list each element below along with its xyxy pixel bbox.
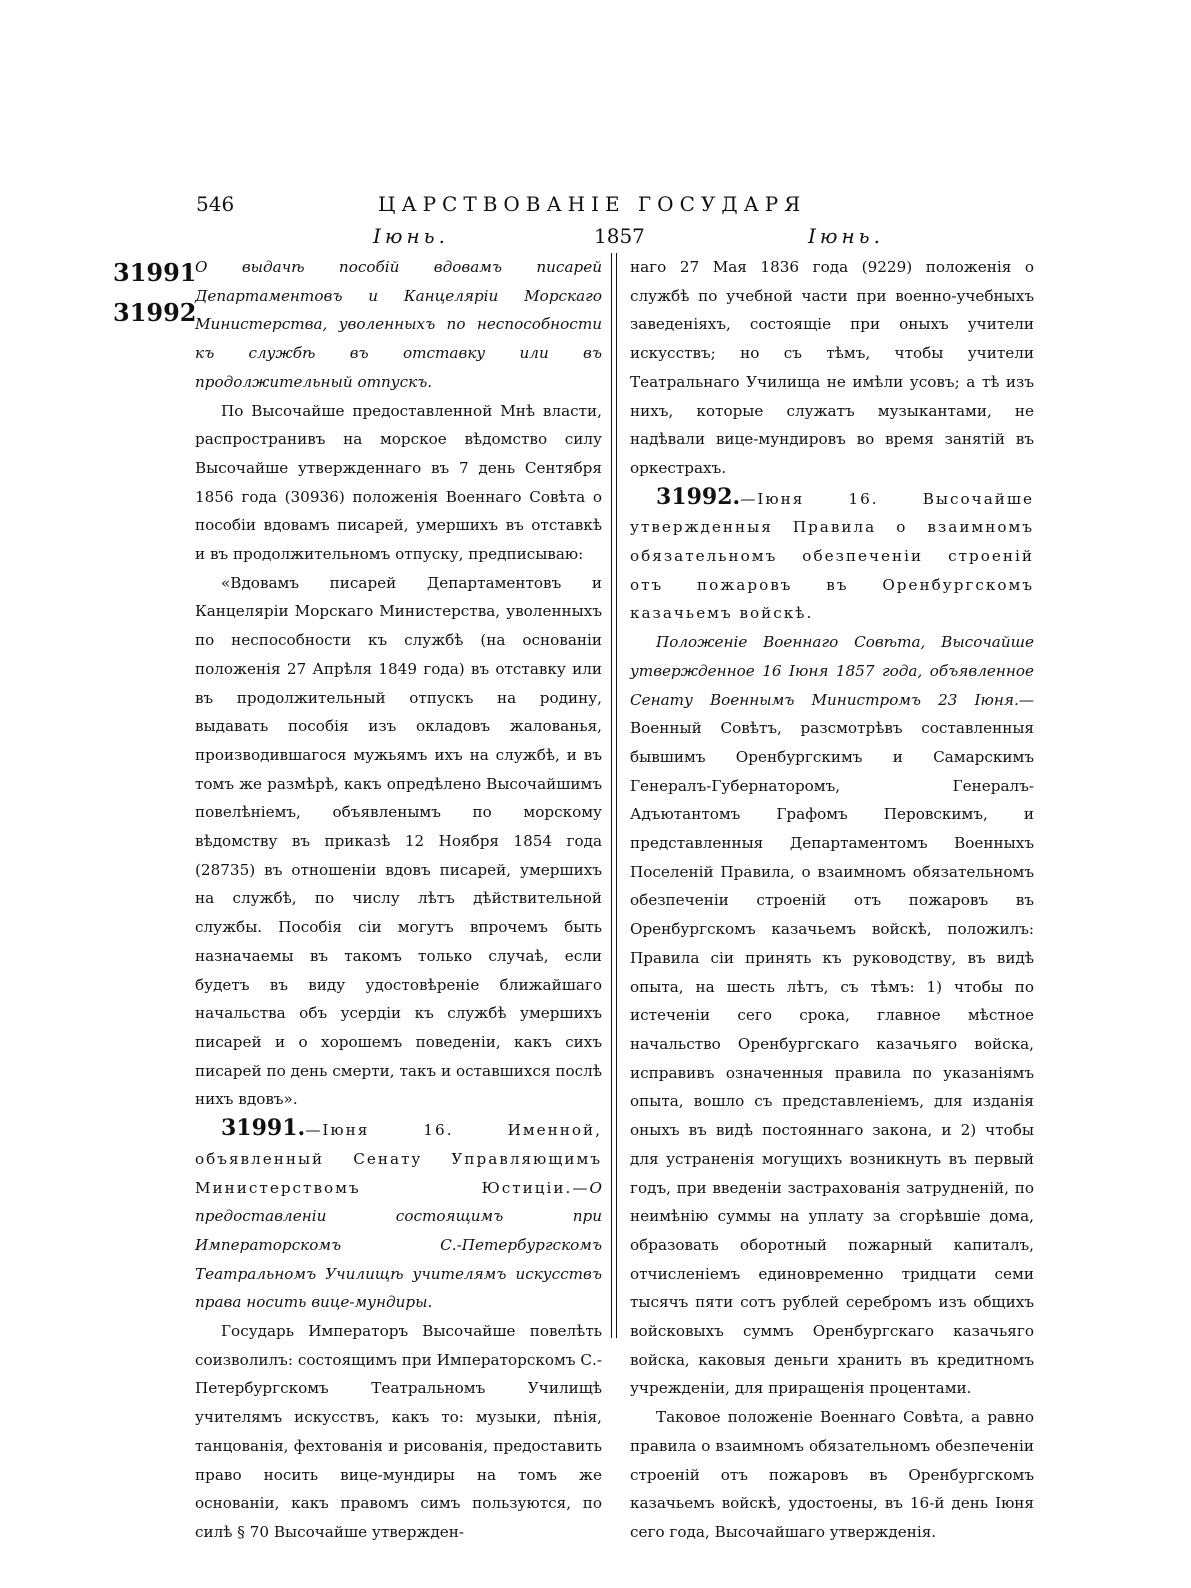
entry-head: —Іюня 16. Высочайше утвержденныя Правила о взаимномъ обязательномъ обезпеченіи строеній отъ пожаровъ въ Оренбургскомъ казачьемъ войскѣ. [630,489,1034,623]
paragraph: Таковое положеніе Военнаго Совѣта, а равно правила о взаимномъ обязательномъ обезпеченіи строеній отъ пожаровъ въ Оренбургскомъ казачьемъ войскѣ, удостоены, въ 16-й день Іюня сего года, Высочайшаго утвержденія. [630,1408,1034,1541]
month-right: Іюнь. [808,224,884,248]
margin-entry-numbers [113,253,197,333]
page-number: 546 [196,192,235,216]
paragraph [630,628,1034,1403]
paragraph: По Высочайше предоставленной Мнѣ власти, распространивъ на морское вѣдомство силу Высочайше утвержденнаго въ 7 день Сентября 1856 года (30936) положенія Военнаго Совѣта о пособіи вдовамъ писарей, умершихъ въ отставкѣ и въ продолжительномъ отпуску, предписываю: [195,401,602,564]
resolution-text: —Военный Совѣтъ, разсмотрѣвъ составленныя бывшимъ Оренбургскимъ и Самарскимъ Генералъ-Губернаторомъ, Генералъ-Адъютантомъ Графомъ Перовскимъ, и представленныя Департаментомъ Военныхъ Поселеній Правила, о взаимномъ обязательномъ обезпеченіи строеній отъ пожаровъ въ Оренбургскомъ казачьемъ войскѣ, положилъ: Правила сіи принять къ руководству, въ видѣ опыта, на шесть лѣтъ, съ тѣмъ: 1) чтобы по истеченіи сего срока, главное мѣстное начальство Оренбургскаго казачьяго войска, исправивъ означенныя правила по указаніямъ опыта, вошло съ представленіемъ, для изданія оныхъ въ видѣ постояннаго закона, и 2) чтобы для устраненія могущихъ возникнуть въ первый годъ, при введеніи застрахованія затрудненій, по неимѣнію суммы на уплату за сгорѣвшіе дома, образовать оборотный пожарный капиталъ, отчисленіемъ единовременно тридцати семи тысячъ пяти сотъ рублей серебромъ изъ общихъ войсковыхъ суммъ Оренбургскаго казачьяго войска, каковыя деньги хранить въ кредитномъ учрежденіи, для приращенія процентами. [630,690,1034,1398]
entry-number: 31992. [656,483,741,510]
date-line [0,224,1191,254]
month-left: Іюнь. [373,224,449,248]
margin-number: 31992 [113,298,197,327]
column-divider [611,253,617,1338]
paragraph: Государь Императоръ Высочайше повелѣть соизволилъ: состоящимъ при Императорскомъ С.-Петербургскомъ Театральномъ Училищѣ учителямъ искусствъ, какъ то: музыки, пѣнія, танцованія, фехтованія и рисованія, предоставить право носить вице-мундиры на томъ же основаніи, какъ правомъ симъ пользуются, по силѣ § 70 Высочайше утвержден- [195,1322,602,1541]
entry-title: О предоставленіи состоящимъ при Императорскомъ С.-Петербургскомъ Театральномъ Училищѣ учителямъ искусствъ права носить вице-мундиры. [195,1178,602,1312]
year: 1857 [594,224,645,248]
right-column [630,253,1034,1547]
running-title: ЦАРСТВОВАНІЕ ГОСУДАРЯ [378,192,807,216]
entry-paragraph [630,483,1034,629]
summary-title: О выдачѣ пособій вдовамъ писарей Департаментовъ и Канцеляріи Морскаго Министерства, уволенныхъ по неспособности къ службѣ въ отставку или въ продолжительный отпускъ. [195,258,602,391]
entry-head: —Іюня 16. Именной, объявленный Сенату Управляющимъ Министерствомъ Юстиціи.— [195,1121,602,1197]
paragraph: «Вдовамъ писарей Департаментовъ и Канцеляріи Морскаго Министерства, уволенныхъ по неспособности къ службѣ (на основаніи положенія 27 Апрѣля 1849 года) въ отставку или въ продолжительный отпускъ на родину, выдавать пособія изъ окладовъ жалованья, производившагося мужьямъ ихъ на службѣ, и въ томъ же размѣрѣ, какъ опредѣлено Высочайшимъ повелѣніемъ, объявленымъ по морскому вѣдомству въ приказѣ 12 Ноября 1854 года (28735) въ отношеніи вдовъ писарей, умершихъ на службѣ, по числу лѣтъ дѣйствительной службы. Пособія сіи могутъ впрочемъ быть назначаемы въ такомъ только случаѣ, если будетъ въ виду удостовѣреніе ближайшаго начальства объ усердіи къ службѣ умершихъ писарей и о хорошемъ поведеніи, какъ сихъ писарей по день смерти, такъ и оставшихся послѣ нихъ вдовъ». [195,573,602,1109]
paragraph: наго 27 Мая 1836 года (9229) положенія о службѣ по учебной части при военно-учебныхъ заведеніяхъ, состоящіе при оныхъ учители искусствъ; но съ тѣмъ, чтобы учители Театральнаго Училища не имѣли усовъ; а тѣ изъ нихъ, которые служатъ музыкантами, не надѣвали вице-мундировъ во время занятій въ оркестрахъ. [630,258,1034,477]
entry-paragraph [195,1114,602,1317]
entry-number: 31991. [221,1115,306,1142]
left-column [195,253,602,1547]
resolution-title: Положеніе Военнаго Совѣта, Высочайше утвержденное 16 Іюня 1857 года, объявленное Сенату Военнымъ Министромъ 23 Іюня. [630,633,1034,709]
margin-number: 31991 [113,258,197,287]
